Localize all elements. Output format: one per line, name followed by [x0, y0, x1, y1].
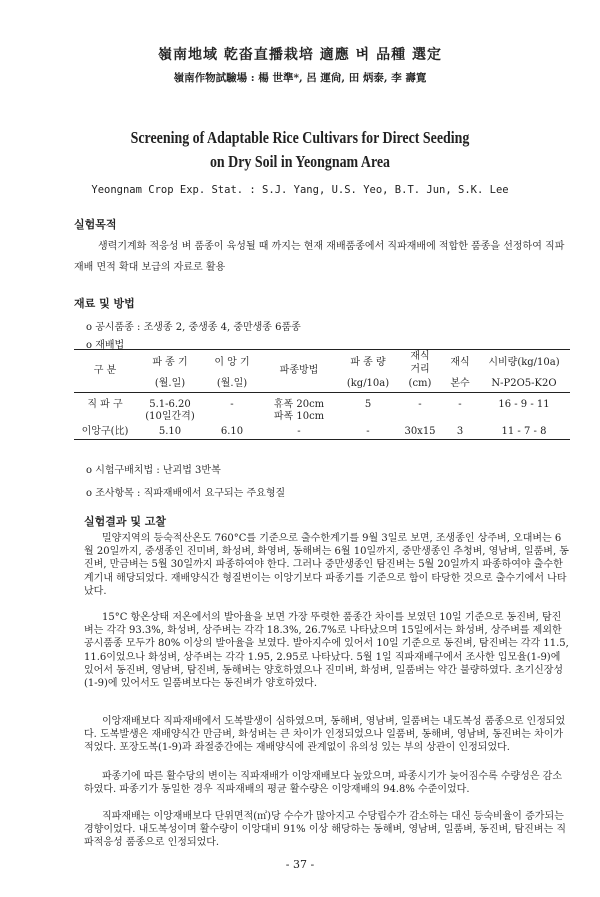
cell-transplant: 6.10 [204, 425, 260, 440]
cell-hills: - [458, 398, 462, 410]
title-korean: 嶺南地域 乾畓直播栽培 適應 벼 品種 選定 [158, 47, 442, 63]
cell-spacing: - [418, 398, 422, 410]
header-method: 파종방법 [260, 350, 338, 393]
header-hills-unit: 본수 [442, 377, 478, 392]
cell-seed-rate: - [338, 425, 398, 440]
title-english [54, 126, 546, 174]
results-heading: 실험결과 및 고찰 [84, 515, 167, 528]
cell-seed-rate: 5 [364, 398, 372, 410]
header-spacing-unit: (cm) [398, 377, 442, 392]
header-fertilizer: 시비량(kg/10a) [478, 350, 570, 378]
cell-sowing-note: (10일간격) [145, 411, 195, 422]
table-header-row-1 [74, 350, 570, 378]
materials-heading: 재료 및 방법 [74, 297, 135, 310]
authors-english: Yeongnam Crop Exp. Stat. : S.J. Yang, U.S. Yeo, B.T. Jun, S.K. Lee [91, 184, 509, 196]
header-hills: 재식 [442, 350, 478, 378]
bullet-design: o 시험구배치법 : 난괴법 3반복 [86, 465, 221, 476]
cell-transplant: - [230, 398, 234, 410]
cell-method-line-1: 휴폭 20cm [273, 398, 325, 410]
cell-gubun: 직 파 구 [87, 398, 123, 410]
header-transplant: 이 앙 기 [204, 350, 260, 378]
authors-korean: 嶺南作物試驗場 : 楊 世準*, 呂 運尙, 田 炳泰, 李 壽寛 [173, 72, 427, 84]
results-paragraph-2: 15°C 항온상태 저온에서의 발아율을 보면 가장 뚜렷한 품종간 차이를 보였던 10일 기준으로 동진벼, 탐진벼는 각각 93.3%, 화성벼, 상주벼는 각각 18.3%, 26.7%로 나타났으며 15일에서는 화성벼, 상주벼를 제외한 공시품종 모두가 80% 이상의 발아율을 보였다. 발아지수에 있어서 10일 기준으로 동진벼, 탐진벼는 각각 11.5, 11.6이었으나 화성벼, 상주벼는 각각 1.95, 2.95로 나타났다. 5월 1일 직파재배구에서 조사한 입모율(1-9)에 있어서 동진벼, 영남벼, 탐진벼, 동해벼는 양호하였으나 진미벼, 화성벼, 일품벼는 약간 불량하였다. 초기신장성(1-9)에 있어서도 일품벼보다는 동진벼가 양호하였다. [84, 612, 569, 690]
cell-sowing [136, 392, 204, 425]
cell-fertilizer: 11 - 7 - 8 [478, 425, 570, 440]
header-seed-rate: 파 종 량 [338, 350, 398, 378]
bullet-varieties: o 공시품종 : 조생종 2, 중생종 4, 중만생종 6품종 [86, 322, 301, 333]
header-fertilizer-unit: N-P2O5-K2O [478, 377, 570, 392]
header-spacing-line-2: 거리 [410, 363, 430, 375]
table-row [74, 392, 570, 425]
cultivation-table [74, 349, 570, 440]
table-row [74, 425, 570, 440]
header-spacing [398, 350, 442, 378]
header-seed-rate-unit: (kg/10a) [338, 377, 398, 392]
results-paragraph-5: 직파재배는 이앙재배보다 단위면적(㎡)당 수수가 많아지고 수당립수가 감소하는 대신 등숙비율이 증가되는 경향이었다. 내도복성이며 활수량이 이앙대비 91% 이상 해당하는 동해벼, 영남벼, 일품벼, 동진벼, 탐진벼는 직파적응성 품종으로 인정되었다. [84, 811, 566, 849]
cell-sowing-date: 5.1-6.20 [149, 398, 191, 410]
objective-text: 생력기계화 적응성 벼 품종이 육성될 때 까지는 현재 재배품종에서 직파재배에 적합한 품종을 선정하여 직파재배 면적 확대 보급의 자료로 활용 [74, 241, 565, 273]
results-paragraph-3: 이앙재배보다 직파재배에서 도복발생이 심하였으며, 동해벼, 영남벼, 일품벼는 내도복성 품종으로 인정되었다. 도복발생은 재배양식간 만금벼, 화성벼는 큰 차이가 인정되었으나 일품벼, 동해벼, 영남벼, 동진벼는 차이가 적었다. 포장도복(1-9)과 좌절중간에는 재배양식에 관계없이 유의성 있는 부의 상관이 인정되었다. [84, 716, 566, 754]
title-english-line-1: Screening of Adaptable Rice Cultivars for Direct Seeding [130, 128, 470, 147]
bullet-cultivation: o 재배법 [86, 340, 125, 351]
cell-hills: 3 [442, 425, 478, 440]
cell-spacing: 30x15 [398, 425, 442, 440]
header-sowing-unit: (월.일) [136, 377, 204, 392]
header-transplant-unit: (월.일) [204, 377, 260, 392]
header-sowing: 파 종 기 [136, 350, 204, 378]
cell-method: - [260, 425, 338, 440]
cell-sowing: 5.10 [136, 425, 204, 440]
cell-gubun: 이앙구(比) [74, 425, 136, 440]
bullet-survey: o 조사항목 : 직파재배에서 요구되는 주요형질 [86, 488, 286, 499]
objective-heading: 실험목적 [74, 218, 117, 231]
cell-method-line-2: 파폭 10cm [273, 411, 325, 422]
page-number: - 37 - [285, 858, 315, 871]
results-paragraph-4: 파종기에 따른 활수당의 변이는 직파재배가 이앙재배보다 높았으며, 파종시기가 늦어짐수록 수량성은 감소하였다. 파종기가 동일한 경우 직파재배의 평균 활수량은 이앙재배의 94.8% 수준이었다. [84, 771, 563, 796]
title-english-line-2: on Dry Soil in Yeongnam Area [209, 152, 391, 171]
cell-method [260, 392, 338, 425]
cell-fertilizer: 16 - 9 - 11 [498, 398, 550, 410]
header-gubun: 구 분 [74, 350, 136, 393]
results-paragraph-1: 밀양지역의 등숙적산온도 760°C를 기준으로 출수한계기를 9월 3일로 보면, 조생종인 상주벼, 오대벼는 6월 20일까지, 중생종인 진미벼, 화성벼, 화영벼, 동해벼는 6월 10일까지, 중만생종인 추청벼, 영남벼, 일품벼, 동진벼, 만금벼는 5월 30일까지 파종하여야 한다. 그러나 중만생종인 탐진벼는 5월 20일까지 파종하여야 출수한계기내 해당되었다. 재배양식간 형질변이는 이앙기보다 파종기를 기준으로 함이 타당한 것으로 출수기에서 나타났다. [84, 533, 569, 597]
header-spacing-line-1: 재식 [410, 351, 430, 362]
